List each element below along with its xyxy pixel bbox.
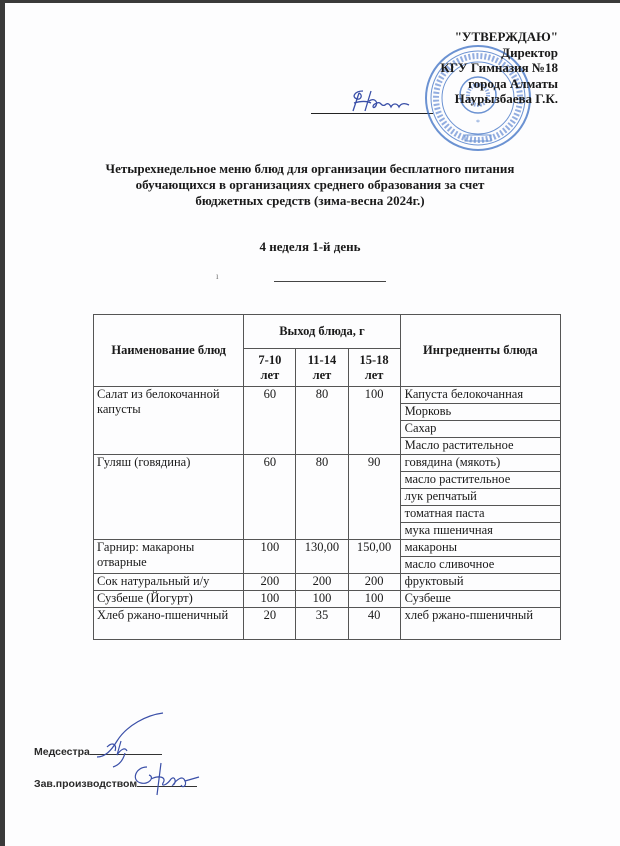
ingredient: лук репчатый bbox=[400, 489, 560, 506]
output-7-10: 100 bbox=[244, 591, 296, 608]
director-signature-icon bbox=[345, 87, 421, 115]
dish-name: Салат из белокочанной капусты bbox=[94, 387, 244, 455]
table-row bbox=[94, 540, 561, 557]
ingredient: говядина (мякоть) bbox=[400, 455, 560, 472]
dish-name: Сок натуральный и/у bbox=[94, 574, 244, 591]
output-15-18: 100 bbox=[348, 591, 400, 608]
ingredient: Сузбеше bbox=[400, 591, 560, 608]
output-11-14: 80 bbox=[296, 387, 348, 455]
output-7-10: 100 bbox=[244, 540, 296, 574]
table-row bbox=[94, 608, 561, 640]
output-15-18: 150,00 bbox=[348, 540, 400, 574]
production-signature-icon bbox=[127, 761, 207, 797]
header-age-11-14: 11-14 лет bbox=[296, 349, 348, 387]
output-7-10: 200 bbox=[244, 574, 296, 591]
output-7-10: 60 bbox=[244, 455, 296, 540]
dish-name: Сузбеше (Йогурт) bbox=[94, 591, 244, 608]
dish-name: Гарнир: макароны отварные bbox=[94, 540, 244, 574]
table-row bbox=[94, 574, 561, 591]
output-11-14: 200 bbox=[296, 574, 348, 591]
nurse-label: Медсестра bbox=[34, 746, 90, 758]
ingredient: Масло растительное bbox=[400, 438, 560, 455]
approval-position: Директор bbox=[501, 44, 558, 60]
approval-block bbox=[440, 29, 558, 107]
header-output: Выход блюда, г bbox=[244, 315, 400, 349]
ingredient: Сахар bbox=[400, 421, 560, 438]
approval-name: Наурызбаева Г.К. bbox=[454, 91, 558, 106]
ingredient: макароны bbox=[400, 540, 560, 557]
ingredient: масло сливочное bbox=[400, 557, 560, 574]
ingredient: хлеб ржано-пшеничный bbox=[400, 608, 560, 640]
ingredient: мука пшеничная bbox=[400, 523, 560, 540]
output-15-18: 90 bbox=[348, 455, 400, 540]
output-15-18: 40 bbox=[348, 608, 400, 640]
output-15-18: 100 bbox=[348, 387, 400, 455]
dish-name: Гуляш (говядина) bbox=[94, 455, 244, 540]
subtitle-underline bbox=[274, 281, 386, 282]
dish-name: Хлеб ржано-пшеничный bbox=[94, 608, 244, 640]
output-7-10: 20 bbox=[244, 608, 296, 640]
table-row bbox=[94, 455, 561, 472]
svg-text:*: * bbox=[476, 118, 480, 127]
title-line: обучающихся в организациях среднего образования за счет bbox=[135, 177, 485, 192]
ingredient: томатная паста bbox=[400, 506, 560, 523]
header-age-15-18: 15-18 лет bbox=[348, 349, 400, 387]
output-15-18: 200 bbox=[348, 574, 400, 591]
table-row bbox=[94, 591, 561, 608]
header-age-7-10: 7-10 лет bbox=[244, 349, 296, 387]
ingredient: Капуста белокочанная bbox=[400, 387, 560, 404]
header-ingredients: Ингредненты блюда bbox=[400, 315, 560, 387]
approval-heading: "УТВЕРЖДАЮ" bbox=[454, 29, 558, 44]
scan-mark: ı bbox=[216, 271, 219, 281]
ingredient: Морковь bbox=[400, 404, 560, 421]
week-day-subtitle: 4 неделя 1-й день bbox=[259, 239, 361, 254]
production-label: Зав.производством bbox=[34, 778, 138, 790]
menu-table bbox=[93, 314, 561, 640]
document-page bbox=[5, 3, 620, 846]
output-11-14: 80 bbox=[296, 455, 348, 540]
output-11-14: 130,00 bbox=[296, 540, 348, 574]
output-11-14: 35 bbox=[296, 608, 348, 640]
title-line: Четырехнедельное меню блюд для организации бесплатного питания bbox=[105, 161, 515, 176]
header-dish-name: Наименование блюд bbox=[94, 315, 244, 387]
output-11-14: 100 bbox=[296, 591, 348, 608]
title-line: бюджетных средств (зима-весна 2024г.) bbox=[195, 193, 425, 208]
ingredient: фруктовый bbox=[400, 574, 560, 591]
table-row bbox=[94, 387, 561, 404]
approval-city: города Алматы bbox=[468, 75, 558, 91]
ingredient: масло растительное bbox=[400, 472, 560, 489]
approval-organization: КГУ Гимназия №18 bbox=[440, 60, 558, 75]
document-title bbox=[80, 161, 540, 209]
output-7-10: 60 bbox=[244, 387, 296, 455]
